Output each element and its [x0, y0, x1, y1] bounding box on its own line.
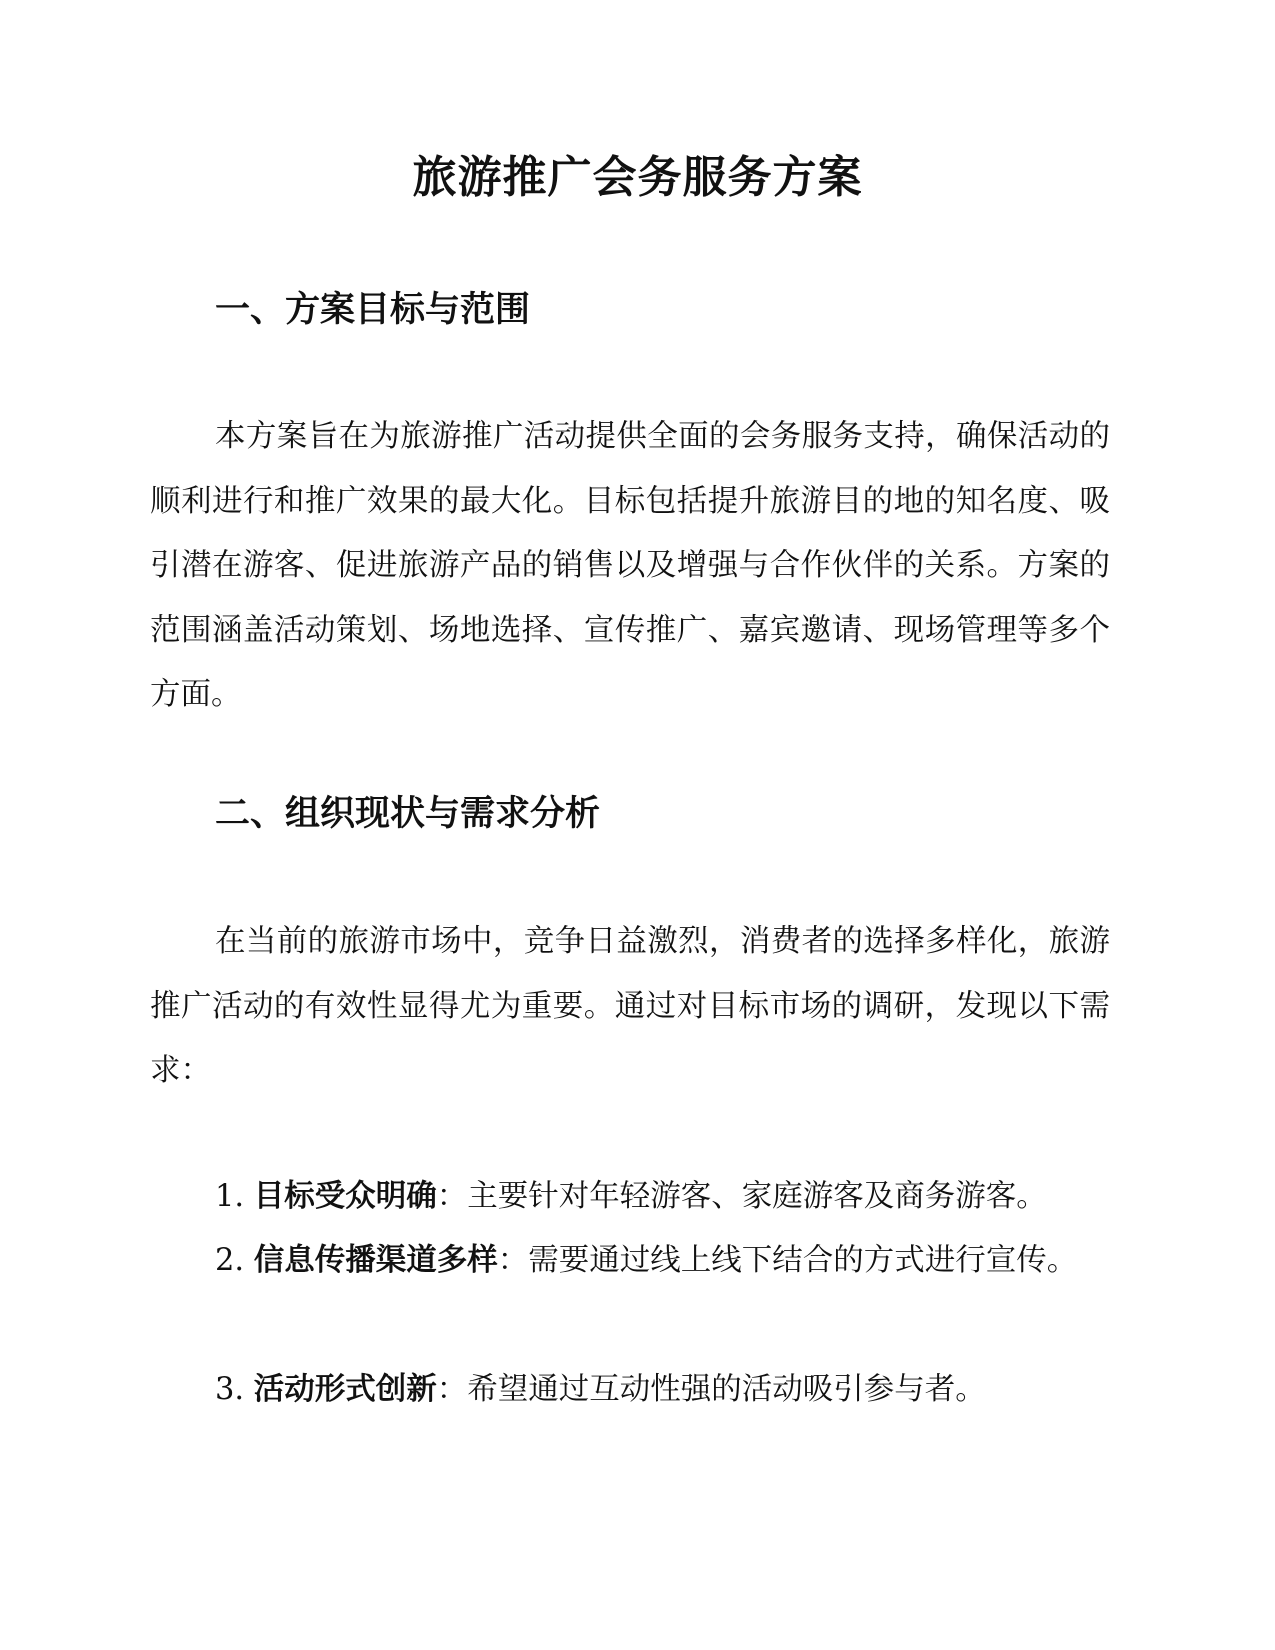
section-2-paragraph: 在当前的旅游市场中，竞争日益激烈，消费者的选择多样化，旅游推广活动的有效性显得尤为重要。通过对目标市场的调研，发现以下需求：	[150, 924, 1110, 1088]
list-item-separator: ：	[436, 1372, 468, 1407]
list-item-number: 2.	[215, 1243, 254, 1278]
list-item-separator: ：	[497, 1243, 529, 1278]
list-item-text: 需要通过线上线下结合的方式进行宣传。	[528, 1243, 1078, 1278]
list-item	[150, 1229, 1110, 1294]
section-1-heading: 一、方案目标与范围	[215, 290, 531, 330]
list-item	[150, 1358, 1110, 1423]
list-item-number: 1.	[215, 1179, 254, 1214]
list-item-label: 目标受众明确	[253, 1179, 437, 1214]
list-item-text: 主要针对年轻游客、家庭游客及商务游客。	[467, 1179, 1047, 1214]
list-item-label: 活动形式创新	[253, 1372, 437, 1407]
list-item-number: 3.	[215, 1372, 254, 1407]
list-item-separator: ：	[436, 1179, 468, 1214]
section-2-heading: 二、组织现状与需求分析	[215, 794, 601, 834]
list-item-label: 信息传播渠道多样	[253, 1243, 498, 1278]
list-item-text: 希望通过互动性强的活动吸引参与者。	[467, 1372, 986, 1407]
document-title: 旅游推广会务服务方案	[412, 152, 863, 203]
list-item	[150, 1165, 1110, 1230]
section-1-paragraph: 本方案旨在为旅游推广活动提供全面的会务服务支持，确保活动的顺利进行和推广效果的最大化。目标包括提升旅游目的地的知名度、吸引潜在游客、促进旅游产品的销售以及增强与合作伙伴的关系。方案的范围涵盖活动策划、场地选择、宣传推广、嘉宾邀请、现场管理等多个方面。	[150, 419, 1110, 712]
